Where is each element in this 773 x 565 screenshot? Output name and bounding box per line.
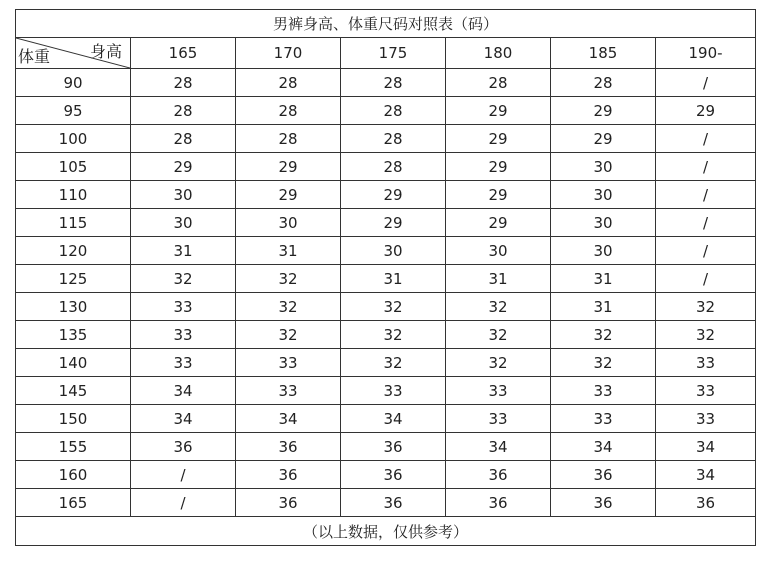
table-row [16, 489, 756, 517]
size-cell: 32 [656, 321, 756, 349]
size-cell: 30 [551, 237, 656, 265]
size-cell: 33 [446, 377, 551, 405]
size-cell: 29 [131, 153, 236, 181]
size-cell: 30 [236, 209, 341, 237]
height-header-cell: 180 [446, 38, 551, 69]
size-cell: 28 [131, 69, 236, 97]
size-cell: 32 [656, 293, 756, 321]
size-cell: 34 [131, 377, 236, 405]
size-cell: 34 [551, 433, 656, 461]
size-cell: 33 [551, 377, 656, 405]
height-header-cell: 170 [236, 38, 341, 69]
size-cell: 33 [236, 377, 341, 405]
size-cell: 29 [656, 97, 756, 125]
size-cell: 32 [236, 321, 341, 349]
table-row [16, 209, 756, 237]
weight-cell: 110 [16, 181, 131, 209]
size-cell: 32 [551, 321, 656, 349]
weight-cell: 120 [16, 237, 131, 265]
table-row [16, 405, 756, 433]
size-cell: 31 [236, 237, 341, 265]
size-cell: 30 [341, 237, 446, 265]
size-cell: / [131, 489, 236, 517]
size-cell: 32 [341, 321, 446, 349]
size-cell: 29 [446, 209, 551, 237]
weight-cell: 150 [16, 405, 131, 433]
weight-cell: 100 [16, 125, 131, 153]
size-cell: 32 [446, 349, 551, 377]
size-cell: 36 [131, 433, 236, 461]
size-cell: 29 [446, 97, 551, 125]
size-cell: 36 [446, 489, 551, 517]
size-cell: 28 [341, 153, 446, 181]
weight-cell: 165 [16, 489, 131, 517]
size-cell: 32 [551, 349, 656, 377]
table-row [16, 321, 756, 349]
weight-cell: 160 [16, 461, 131, 489]
height-header-cell: 175 [341, 38, 446, 69]
size-cell: 30 [131, 209, 236, 237]
weight-cell: 130 [16, 293, 131, 321]
size-cell: 36 [341, 489, 446, 517]
size-cell: 33 [131, 349, 236, 377]
size-cell: 33 [656, 405, 756, 433]
size-cell: 32 [131, 265, 236, 293]
size-cell: 31 [446, 265, 551, 293]
table-title: 男裤身高、体重尺码对照表（码） [16, 10, 756, 38]
weight-cell: 125 [16, 265, 131, 293]
table-row [16, 97, 756, 125]
table-row [16, 377, 756, 405]
size-cell: 33 [656, 349, 756, 377]
size-cell: / [656, 69, 756, 97]
size-cell: / [656, 125, 756, 153]
size-cell: 31 [341, 265, 446, 293]
weight-axis-label: 体重 [18, 47, 51, 66]
table-row [16, 265, 756, 293]
size-cell: 33 [341, 377, 446, 405]
size-cell: 29 [341, 181, 446, 209]
size-cell: / [656, 181, 756, 209]
size-cell: 28 [236, 97, 341, 125]
size-cell: 36 [236, 489, 341, 517]
size-cell: 32 [341, 349, 446, 377]
size-cell: 32 [446, 293, 551, 321]
size-cell: 30 [131, 181, 236, 209]
size-cell: 32 [236, 265, 341, 293]
size-cell: 36 [236, 461, 341, 489]
size-cell: 32 [446, 321, 551, 349]
size-cell: 29 [236, 153, 341, 181]
size-cell: 34 [341, 405, 446, 433]
weight-cell: 90 [16, 69, 131, 97]
table-row [16, 153, 756, 181]
height-header-row [16, 38, 756, 69]
size-cell: 30 [446, 237, 551, 265]
size-cell: / [656, 237, 756, 265]
size-table-body [16, 69, 756, 517]
size-cell: 36 [551, 489, 656, 517]
size-cell: 36 [236, 433, 341, 461]
size-cell: 36 [341, 461, 446, 489]
size-cell: 30 [551, 209, 656, 237]
table-row [16, 237, 756, 265]
table-row [16, 69, 756, 97]
size-cell: 36 [446, 461, 551, 489]
size-cell: 34 [656, 433, 756, 461]
table-row [16, 433, 756, 461]
size-cell: 36 [656, 489, 756, 517]
corner-header-cell [16, 38, 131, 69]
size-cell: 29 [551, 125, 656, 153]
table-row [16, 293, 756, 321]
size-cell: 28 [551, 69, 656, 97]
size-cell: 34 [236, 405, 341, 433]
size-cell: 36 [551, 461, 656, 489]
table-row [16, 349, 756, 377]
size-cell: 30 [551, 181, 656, 209]
size-cell: 30 [551, 153, 656, 181]
size-cell: 34 [131, 405, 236, 433]
size-cell: 28 [131, 97, 236, 125]
table-row [16, 125, 756, 153]
size-cell: 33 [131, 293, 236, 321]
size-cell: 28 [341, 125, 446, 153]
size-cell: 31 [551, 265, 656, 293]
height-header-cell: 185 [551, 38, 656, 69]
size-cell: 31 [131, 237, 236, 265]
size-cell: 29 [551, 97, 656, 125]
size-cell: 29 [446, 153, 551, 181]
size-cell: 32 [236, 293, 341, 321]
size-chart-table [15, 9, 756, 546]
size-cell: / [656, 209, 756, 237]
weight-cell: 155 [16, 433, 131, 461]
weight-cell: 145 [16, 377, 131, 405]
height-header-cell: 165 [131, 38, 236, 69]
size-cell: 29 [236, 181, 341, 209]
size-cell: 33 [236, 349, 341, 377]
size-cell: 28 [341, 69, 446, 97]
size-cell: 28 [446, 69, 551, 97]
weight-cell: 135 [16, 321, 131, 349]
size-cell: 34 [446, 433, 551, 461]
height-axis-label: 身高 [89, 42, 122, 61]
size-cell: / [656, 153, 756, 181]
size-cell: / [131, 461, 236, 489]
size-cell: / [656, 265, 756, 293]
size-cell: 31 [551, 293, 656, 321]
table-footer-note: （以上数据，仅供参考） [16, 517, 756, 546]
size-cell: 29 [446, 181, 551, 209]
weight-cell: 140 [16, 349, 131, 377]
size-cell: 29 [341, 209, 446, 237]
size-cell: 28 [341, 97, 446, 125]
table-row [16, 461, 756, 489]
weight-cell: 105 [16, 153, 131, 181]
size-cell: 28 [236, 125, 341, 153]
size-cell: 36 [341, 433, 446, 461]
size-cell: 28 [236, 69, 341, 97]
size-cell: 28 [131, 125, 236, 153]
size-cell: 33 [131, 321, 236, 349]
size-cell: 32 [341, 293, 446, 321]
size-cell: 29 [446, 125, 551, 153]
size-cell: 33 [656, 377, 756, 405]
height-header-cell: 190- [656, 38, 756, 69]
weight-cell: 115 [16, 209, 131, 237]
table-row [16, 181, 756, 209]
size-cell: 33 [446, 405, 551, 433]
size-cell: 33 [551, 405, 656, 433]
size-cell: 34 [656, 461, 756, 489]
weight-cell: 95 [16, 97, 131, 125]
